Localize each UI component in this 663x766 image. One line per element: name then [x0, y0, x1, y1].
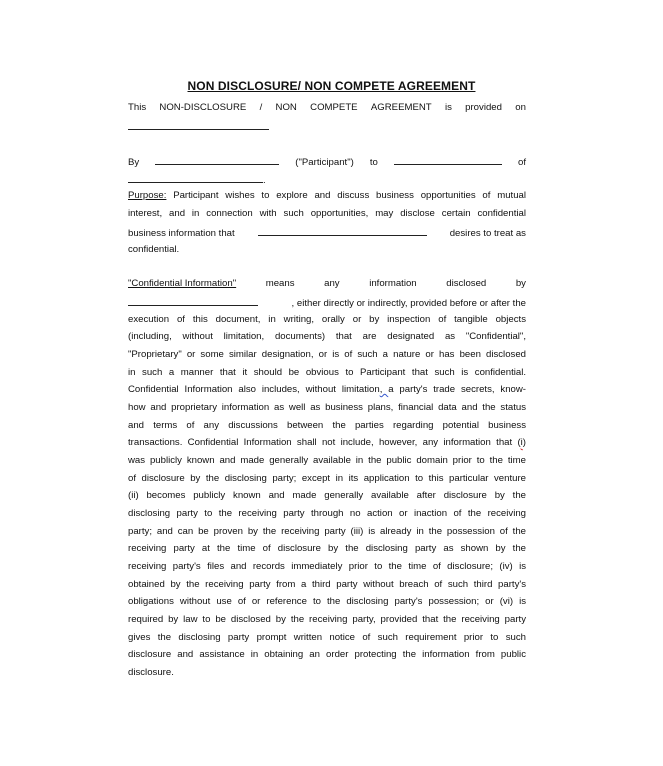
confidential-line: was publicly known and made generally available in the public domain prior to the time [128, 455, 526, 466]
confidential-line: and terms of any discussions between the parties regarding potential business [128, 420, 526, 431]
intro-word: / [259, 102, 263, 113]
purpose-text: desires to treat as [449, 228, 526, 239]
intro-word: on [515, 102, 526, 113]
confidential-word: means [265, 278, 295, 289]
disclosing-party-blank[interactable] [258, 226, 427, 236]
confidential-text: transactions. Confidential Information shall not include, however, any information that ( [128, 437, 521, 448]
confidential-line: in such a manner that it should be obvious to Participant that such is confidential. [128, 367, 526, 378]
confidential-line: gives the disclosing party prompt written notice of such requirement prior to such [128, 632, 526, 643]
purpose-word: discuss [337, 190, 370, 201]
spellcheck-mark: , [379, 384, 389, 395]
confidential-word: disclosed [446, 278, 487, 289]
date-blank[interactable] [128, 120, 269, 130]
confidential-line: (including, without limitation, documents) that are designated as "Confidential", [128, 331, 526, 342]
purpose-word: of [482, 190, 491, 201]
confidential-text: ) [522, 437, 526, 448]
purpose-label: Purpose: [128, 190, 167, 201]
purpose-word: wishes [225, 190, 255, 201]
intro-line [128, 102, 526, 113]
period: . [263, 175, 266, 186]
purpose-word: business [376, 190, 414, 201]
purpose-line-1 [128, 190, 526, 201]
purpose-text: business information that [128, 228, 235, 239]
confidential-line: of disclosure by the disclosing party; except in its application to this particular venture [128, 473, 526, 484]
of-label: of [517, 157, 526, 168]
intro-word: AGREEMENT [370, 102, 432, 113]
by-line [128, 155, 526, 168]
confidential-line: receiving party at the time of disclosure by the disclosing party as shown by the [128, 543, 526, 554]
confidential-line [128, 437, 526, 448]
confidential-line: how and proprietary information as well as business plans, financial data and the status [128, 402, 526, 413]
purpose-word: Participant [173, 190, 219, 201]
confidential-text: a party's trade secrets, know- [388, 384, 526, 395]
purpose-word: mutual [497, 190, 526, 201]
purpose-word: to [261, 190, 270, 201]
confidential-label: "Confidential Information" [128, 278, 237, 289]
by-label: By [128, 157, 140, 168]
confidential-text: Confidential Information also includes, without limitation [128, 384, 380, 395]
confidential-line-2 [128, 296, 526, 309]
confidential-word: information [369, 278, 417, 289]
intro-word: is [444, 102, 452, 113]
confidential-last-line: disclosure. [128, 667, 174, 678]
purpose-line-4: confidential. [128, 244, 180, 255]
purpose-line-3 [128, 226, 526, 239]
intro-word: COMPETE [310, 102, 358, 113]
of-blank[interactable] [128, 173, 263, 183]
purpose-word: opportunities [420, 190, 476, 201]
confidential-line: party; and can be proven by the receiving party (iii) is already in the possession of the [128, 526, 526, 537]
confidential-line: obligations without use of or reference to the disclosing party's possession; or (vi) is [128, 596, 526, 607]
discloser-blank[interactable] [128, 296, 258, 306]
purpose-word: explore [276, 190, 308, 201]
confidential-line: receiving party's files and records immediately prior to the time of disclosure; (iv) is [128, 561, 526, 572]
to-label: to [369, 157, 378, 168]
intro-word: NON [275, 102, 297, 113]
purpose-word: and [314, 190, 331, 201]
confidential-word: by [515, 278, 526, 289]
confidential-line: obtained by the receiving party from a third party without breach of such third party's [128, 579, 526, 590]
confidential-line: disclosure and assistance in obtaining an order protecting the information from public [128, 649, 526, 660]
confidential-line: "Proprietary" or some similar designation, or is of such a nature or has been disclosed [128, 349, 526, 360]
confidential-text: , either directly or indirectly, provided before or after the [291, 298, 526, 309]
confidential-line: (ii) becomes publicly known and made generally available after disclosure by the [128, 490, 526, 501]
intro-word: NON-DISCLOSURE [159, 102, 247, 113]
recipient-blank[interactable] [394, 155, 502, 165]
intro-word: provided [465, 102, 502, 113]
confidential-word: any [324, 278, 340, 289]
confidential-line: execution of this document, in writing, orally or by inspection of tangible objects [128, 314, 526, 325]
spellcheck-mark: i [520, 437, 523, 448]
confidential-line: disclosing party to the receiving party through no action or inaction of the receiving [128, 508, 526, 519]
purpose-line-2: interest, and in connection with such opportunities, may disclose certain confidential [128, 208, 526, 219]
participant-name-blank[interactable] [155, 155, 279, 165]
confidential-line [128, 384, 526, 395]
intro-word: This [128, 102, 147, 113]
document-title: NON DISCLOSURE/ NON COMPETE AGREEMENT [187, 79, 476, 93]
confidential-line-1 [128, 278, 526, 289]
confidential-line: required by law to be disclosed by the receiving party, provided that the receiving party [128, 614, 526, 625]
participant-label: ("Participant") [295, 157, 354, 168]
date-blank-line [128, 120, 526, 133]
of-blank-line [128, 173, 526, 186]
